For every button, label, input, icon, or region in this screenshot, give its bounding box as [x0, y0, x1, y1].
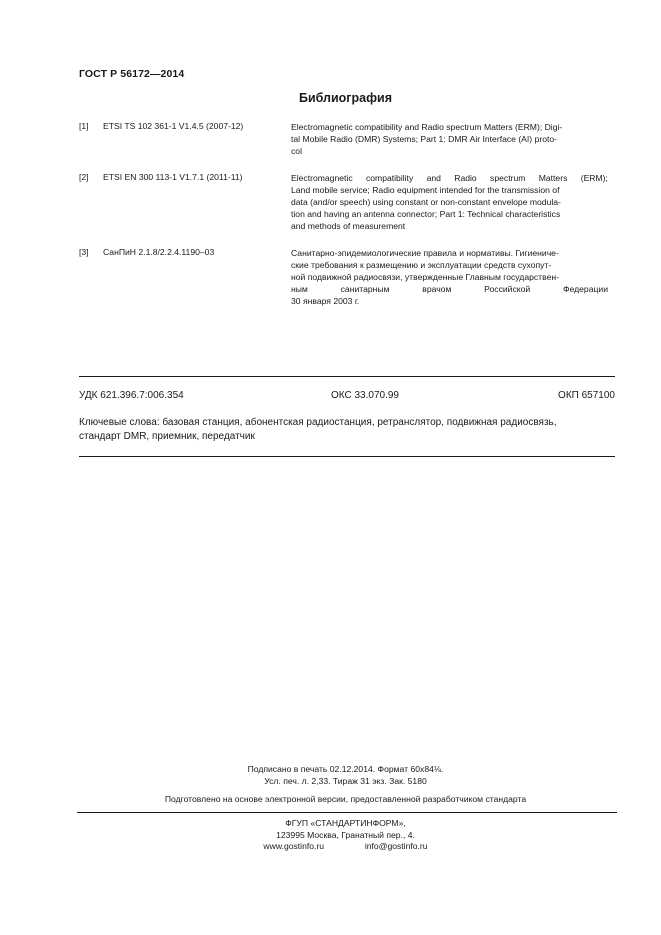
reference-number: [3] — [79, 247, 89, 257]
publisher-contacts — [0, 841, 661, 851]
reference-code: СанПиН 2.1.8/2.2.4.1190–03 — [103, 247, 215, 257]
description-line: tal Mobile Radio (DMR) Systems; Part 1: DMR Air Interface (AI) proto- — [291, 134, 557, 144]
word: compatibility — [365, 173, 414, 183]
keywords-line: стандарт DMR, приемник, передатчик — [79, 431, 255, 442]
word: Российской — [484, 284, 531, 294]
document-header: ГОСТ Р 56172—2014 — [79, 68, 185, 80]
description-line: 30 января 2003 г. — [291, 296, 360, 306]
website-link[interactable]: www.gostinfo.ru — [263, 841, 325, 851]
imprint-prepared: Подготовлено на основе электронной версии, предоставленной разработчиком стандарта — [164, 794, 527, 804]
divider — [79, 456, 615, 457]
reference-description — [291, 121, 608, 157]
word: spectrum — [490, 173, 526, 183]
reference-description — [291, 172, 608, 232]
publisher-address: 123995 Москва, Гранатный пер., 4. — [276, 830, 415, 840]
udk-code: УДК 621.396.7:006.354 — [79, 390, 184, 401]
imprint-sheets: Усл. печ. л. 2,33. Тираж 31 экз. Зак. 5180 — [264, 776, 427, 786]
page-title: Библиография — [298, 91, 393, 105]
word: Radio — [454, 173, 477, 183]
word: and — [426, 173, 441, 183]
publisher-name: ФГУП «СТАНДАРТИНФОРМ», — [285, 818, 406, 828]
description-line: Land mobile service; Radio equipment intended for the transmission of — [291, 185, 560, 195]
reference-code: ETSI TS 102 361-1 V1.4.5 (2007-12) — [103, 121, 244, 131]
description-line: Санитарно-эпидемиологические правила и нормативы. Гигиениче- — [291, 248, 559, 258]
word: ным — [291, 284, 308, 294]
word: Electromagnetic — [291, 173, 353, 183]
description-line: and methods of measurement — [291, 221, 406, 231]
reference-code: ETSI EN 300 113-1 V1.7.1 (2011-11) — [103, 172, 243, 182]
reference-number: [1] — [79, 121, 89, 131]
description-line: ские требования к размещению и эксплуатации средств сухопут- — [291, 260, 552, 270]
divider — [79, 376, 615, 377]
divider — [77, 812, 617, 813]
description-line: data (and/or speech) using constant or non-constant envelope modula- — [291, 197, 561, 207]
word: Федерации — [563, 284, 608, 294]
keywords-line: Ключевые слова: базовая станция, абонентская радиостанция, ретранслятор, подвижная радиосвязь, — [79, 417, 557, 428]
description-line: Electromagnetic compatibility and Radio spectrum Matters (ERM); Digi- — [291, 122, 563, 132]
description-line: ной подвижной радиосвязи, утвержденные Главным государствен- — [291, 272, 559, 282]
reference-number: [2] — [79, 172, 89, 182]
keywords — [79, 416, 615, 444]
description-line — [291, 172, 608, 184]
okp-code: ОКП 657100 — [558, 390, 615, 401]
oks-code: ОКС 33.070.99 — [331, 390, 399, 401]
word: Matters — [538, 173, 568, 183]
description-line — [291, 283, 608, 295]
imprint-signed: Подписано в печать 02.12.2014. Формат 60x84⅛. — [247, 764, 444, 774]
word: врачом — [422, 284, 452, 294]
word: санитарным — [340, 284, 390, 294]
description-line: col — [291, 146, 302, 156]
description-line: tion and having an antenna connector; Part 1: Technical characteristics — [291, 209, 561, 219]
word: (ERM); — [580, 173, 608, 183]
email-link[interactable]: info@gostinfo.ru — [364, 841, 428, 851]
reference-description — [291, 247, 608, 307]
